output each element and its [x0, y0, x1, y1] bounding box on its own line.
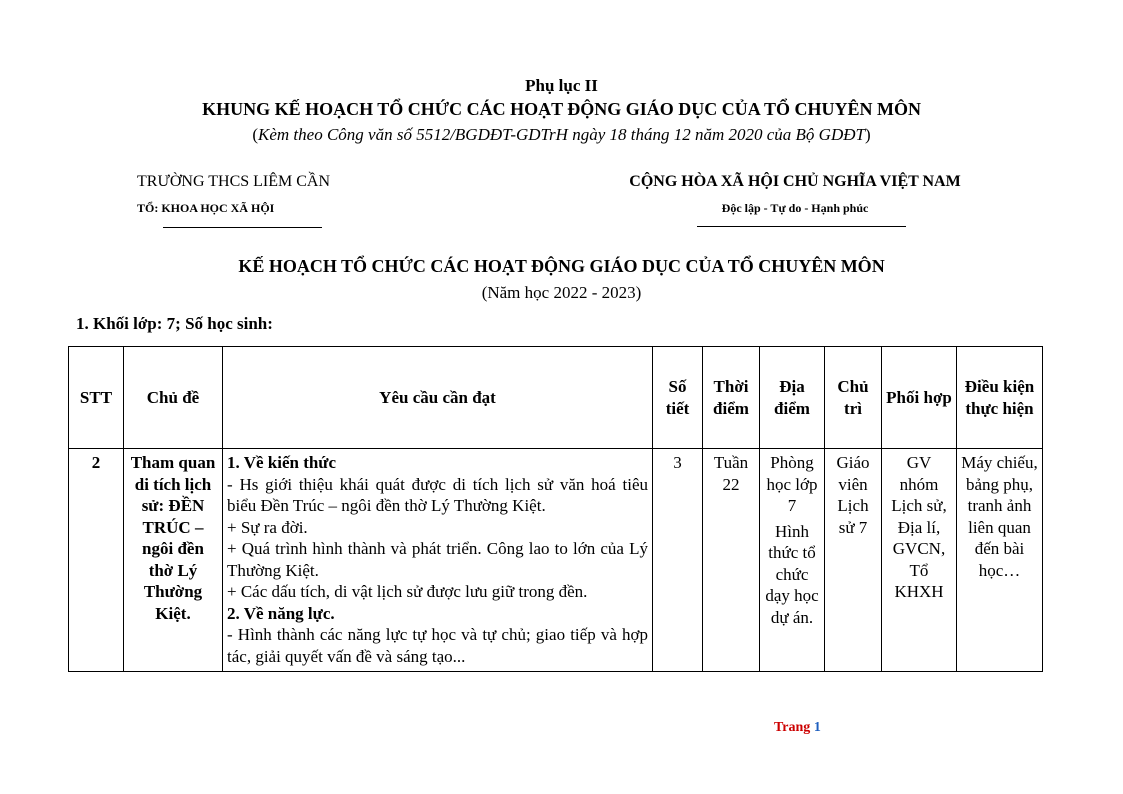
school-year: (Năm học 2022 - 2023) [481, 283, 642, 302]
page-number: 1 [813, 720, 821, 735]
place-method: Hình thức tổ chức dạy học dự án. [765, 521, 819, 627]
requirement-item: + Quá trình hình thành và phát triển. Công lao to lớn của Lý Thường Kiệt. [227, 539, 648, 580]
frame-title: KHUNG KẾ HOẠCH TỔ CHỨC CÁC HOẠT ĐỘNG GIÁO DỤC CỦA TỔ CHUYÊN MÔN [202, 99, 921, 119]
cell-stt: 2 [69, 449, 124, 672]
national-motto: Độc lập - Tự do - Hạnh phúc [721, 201, 869, 215]
appendix-label: Phụ lục II [525, 76, 598, 95]
requirement-item: + Các dấu tích, di vật lịch sử được lưu giữ trong đền. [227, 582, 588, 601]
header-time: Thời điểm [703, 347, 760, 449]
page-footer [774, 720, 821, 736]
header-requirements: Yêu cầu cần đạt [223, 347, 653, 449]
requirement-item: - Hình thành các năng lực tự học và tự chủ; giao tiếp và hợp tác, giải quyết vấn đề và sáng tạo... [227, 625, 648, 666]
knowledge-heading: 1. Về kiến thức [227, 453, 337, 472]
cell-requirements [223, 449, 653, 672]
grade-line: 1. Khối lớp: 7; Số học sinh: [76, 314, 273, 333]
requirement-item: + Sự ra đời. [227, 517, 308, 537]
header-coordination: Phối hợp [882, 347, 957, 449]
cell-topic: Tham quan di tích lịch sử: ĐỀN TRÚC – ngôi đền thờ Lý Thường Kiệt. [124, 449, 223, 672]
header-lead: Chủ trì [825, 347, 882, 449]
activity-plan-table [68, 346, 1043, 672]
department-name: TỔ: KHOA HỌC XÃ HỘI [137, 201, 275, 215]
motto-underline [697, 226, 906, 227]
header-stt: STT [69, 347, 124, 449]
cell-lead: Giáo viên Lịch sử 7 [825, 449, 882, 672]
header-conditions: Điều kiện thực hiện [957, 347, 1043, 449]
national-title: CỘNG HÒA XÃ HỘI CHỦ NGHĨA VIỆT NAM [629, 173, 961, 190]
requirement-item: - Hs giới thiệu khái quát được di tích lịch sử văn hoá tiêu biểu Đền Trúc – ngôi đền thờ Lý Thường Kiệt. [227, 474, 648, 515]
cell-periods: 3 [653, 449, 703, 672]
cell-time: Tuần 22 [703, 449, 760, 672]
cell-place [760, 449, 825, 672]
school-underline [163, 227, 322, 228]
header-periods: Số tiết [653, 347, 703, 449]
school-name: TRƯỜNG THCS LIÊM CẦN [137, 173, 331, 190]
page-label: Trang [774, 720, 811, 735]
header-place: Địa điểm [760, 347, 825, 449]
header-topic: Chủ đề [124, 347, 223, 449]
table-header-row [69, 347, 1043, 449]
cell-coordination: GV nhóm Lịch sử, Địa lí, GVCN, Tổ KHXH [882, 449, 957, 672]
plan-title: KẾ HOẠCH TỔ CHỨC CÁC HOẠT ĐỘNG GIÁO DỤC CỦA TỔ CHUYÊN MÔN [238, 256, 885, 276]
cell-conditions: Máy chiếu, bảng phụ, tranh ảnh liên quan đến bài học… [957, 449, 1043, 672]
attachment-note: (Kèm theo Công văn số 5512/BGDĐT-GDTrH ngày 18 tháng 12 năm 2020 của Bộ GDĐT) [252, 125, 871, 144]
attachment-note-text: Kèm theo Công văn số 5512/BGDĐT-GDTrH ngày 18 tháng 12 năm 2020 của Bộ GDĐT [258, 125, 865, 144]
competency-heading: 2. Về năng lực. [227, 603, 335, 623]
place-room: Phòng học lớp 7 [766, 453, 818, 515]
table-row [69, 449, 1043, 672]
